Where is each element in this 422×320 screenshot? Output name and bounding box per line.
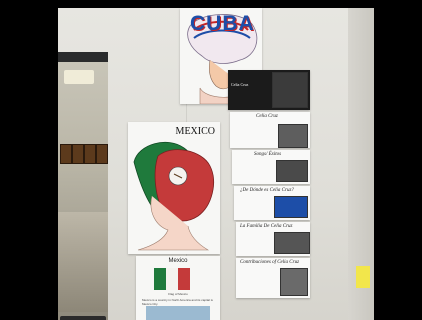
- celia-header-card: [228, 70, 310, 110]
- mexico-flag-icon: [154, 268, 190, 290]
- celia-origin-title: ¿De Dónde es Celia Cruz?: [240, 188, 294, 193]
- celia-contrib-card: [236, 258, 310, 298]
- celia-bio-card: [230, 112, 310, 148]
- celia-family-card: [236, 222, 310, 256]
- mexico-title: MEXICO: [175, 126, 215, 137]
- flag-caption: Flag of Mexico: [168, 292, 188, 296]
- cuba-flag-image: [274, 196, 308, 218]
- celia-contrib-title: Contribuciones of Celia Cruz: [240, 260, 300, 265]
- celia-songs-card: [232, 150, 310, 184]
- family-photo: [274, 232, 310, 254]
- doorway: [58, 52, 108, 320]
- cuba-title: CUBA: [190, 12, 255, 35]
- celia-family-title: La Familia De Celia Cruz: [240, 224, 293, 229]
- celia-portrait: [272, 72, 308, 108]
- mexico-map-image: [146, 306, 210, 320]
- wall-banner: [72, 144, 84, 164]
- celia-header-title: Celia Cruz: [231, 82, 249, 87]
- shelf: [58, 212, 108, 312]
- classroom-wall-photo: [58, 8, 374, 320]
- wall-banner: [84, 144, 96, 164]
- mexico-info-sheet: [136, 256, 220, 320]
- ceiling-light: [64, 70, 94, 84]
- celia-photo: [278, 124, 308, 148]
- right-wall-strip: [348, 8, 374, 320]
- chair: [60, 316, 106, 320]
- celia-origin-card: [234, 186, 310, 220]
- sticky-note: [356, 266, 370, 288]
- wall-banner: [60, 144, 72, 164]
- mexico-info-body: Mexico is a country in North America and its capital is Mexico City.: [142, 298, 213, 306]
- mexico-info-title: Mexico: [168, 258, 188, 264]
- mexico-poster: [128, 122, 220, 254]
- songs-photo: [276, 160, 308, 182]
- wall-banner: [96, 144, 108, 164]
- mexico-woman-drawing: [128, 122, 220, 254]
- celia-bio-title: Celia Cruz: [256, 114, 278, 119]
- contrib-photo: [280, 268, 308, 296]
- celia-songs-title: Songs/ Éxitos: [254, 152, 282, 157]
